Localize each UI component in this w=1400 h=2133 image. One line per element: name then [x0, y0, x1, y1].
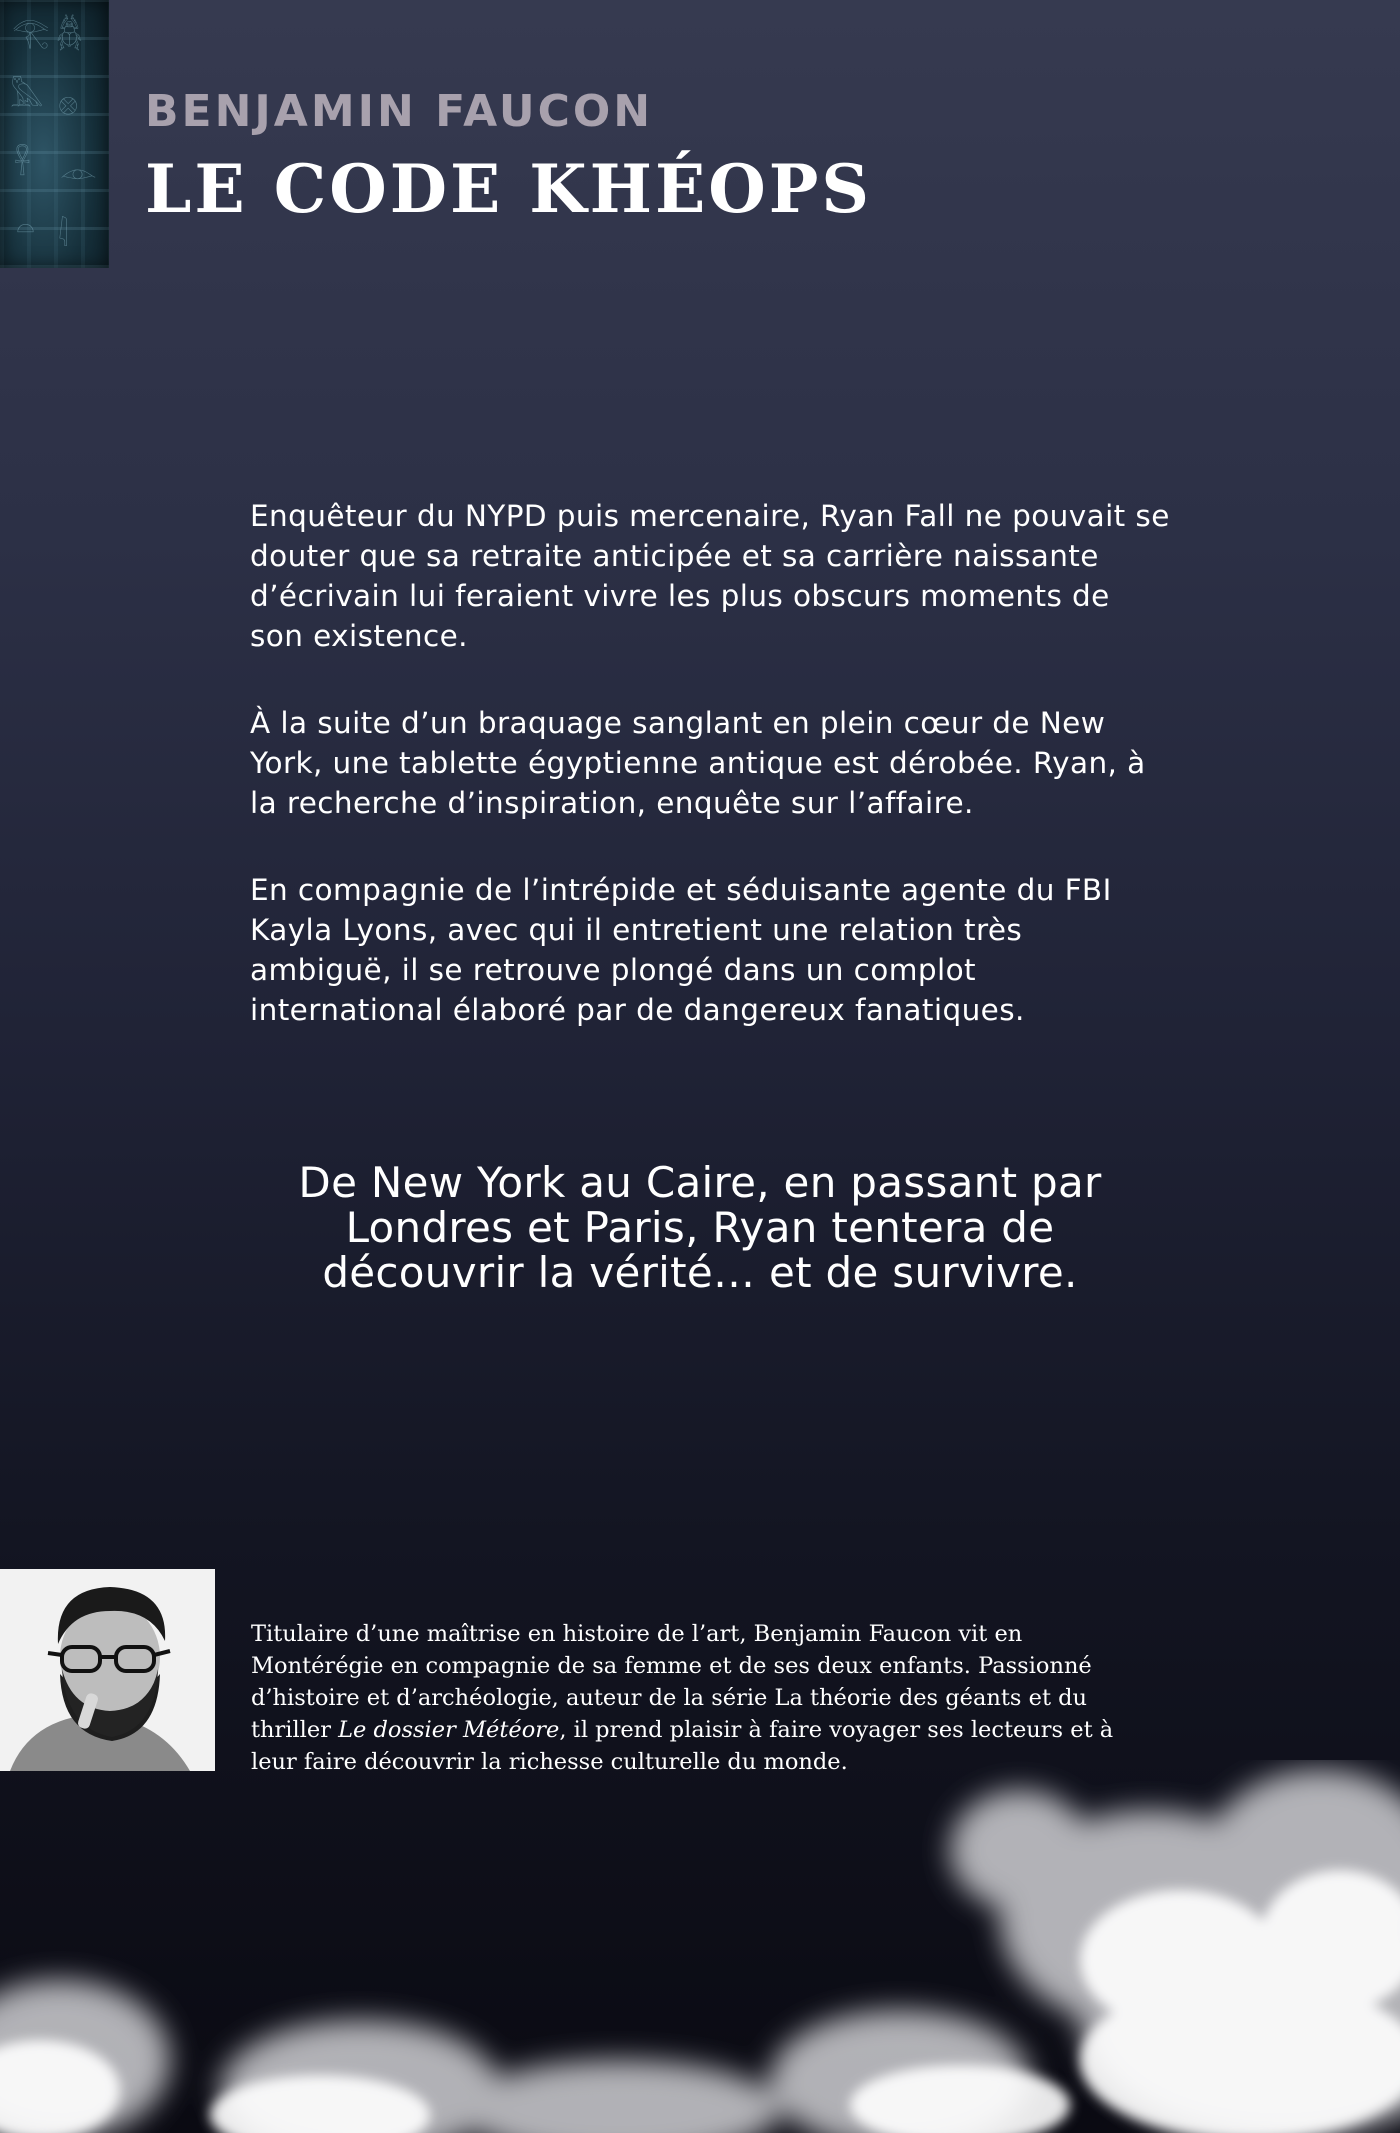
blurb	[250, 496, 1170, 1077]
blurb-paragraph: À la suite d’un braquage sanglant en plein cœur de New York, une tablette égyptienne antique est dérobée. Ryan, à la recherche d’inspiration, enquête sur l’affaire.	[250, 706, 1146, 820]
author-bio	[251, 1618, 1131, 1778]
author-portrait-icon	[0, 1569, 215, 1771]
bio-text-end: , il prend plaisir à faire voyager ses lecteurs et à leur faire découvrir la richesse culturelle du monde.	[251, 1717, 1114, 1775]
tagline: De New York au Caire, en passant par Londres et Paris, Ryan tentera de découvrir la vérité… et de survivre.	[298, 1158, 1102, 1297]
author-name: BENJAMIN FAUCON	[145, 86, 654, 137]
blurb-paragraph: Enquêteur du NYPD puis mercenaire, Ryan Fall ne pouvait se douter que sa retraite anticipée et sa carrière naissante d’écrivain lui feraient vivre les plus obscurs moments de son existence.	[250, 499, 1170, 653]
blurb-paragraph: En compagnie de l’intrépide et séduisante agente du FBI Kayla Lyons, avec qui il entretient une relation très ambiguë, il se retrouve plongé dans un complot international élaboré par de dangereux fanatiques.	[250, 873, 1112, 1027]
author-photo	[0, 1569, 215, 1771]
clouds-decoration	[0, 1760, 1400, 2133]
bio-text-start: Titulaire d’une maîtrise en histoire de l’art, Benjamin Faucon vit en Montérégie en compagnie de sa femme et de ses deux enfants. Passionné d’histoire et d’archéologie, auteur de la série La théorie des géants et du thriller	[251, 1621, 1092, 1743]
book-title: LE CODE KHÉOPS	[145, 150, 873, 228]
bio-book-title: Le dossier Météore	[338, 1717, 560, 1743]
hieroglyph-image: 𓂀 𓆣 𓅓 𓊖 𓋹 𓁹 𓏏 𓇋	[0, 0, 109, 268]
